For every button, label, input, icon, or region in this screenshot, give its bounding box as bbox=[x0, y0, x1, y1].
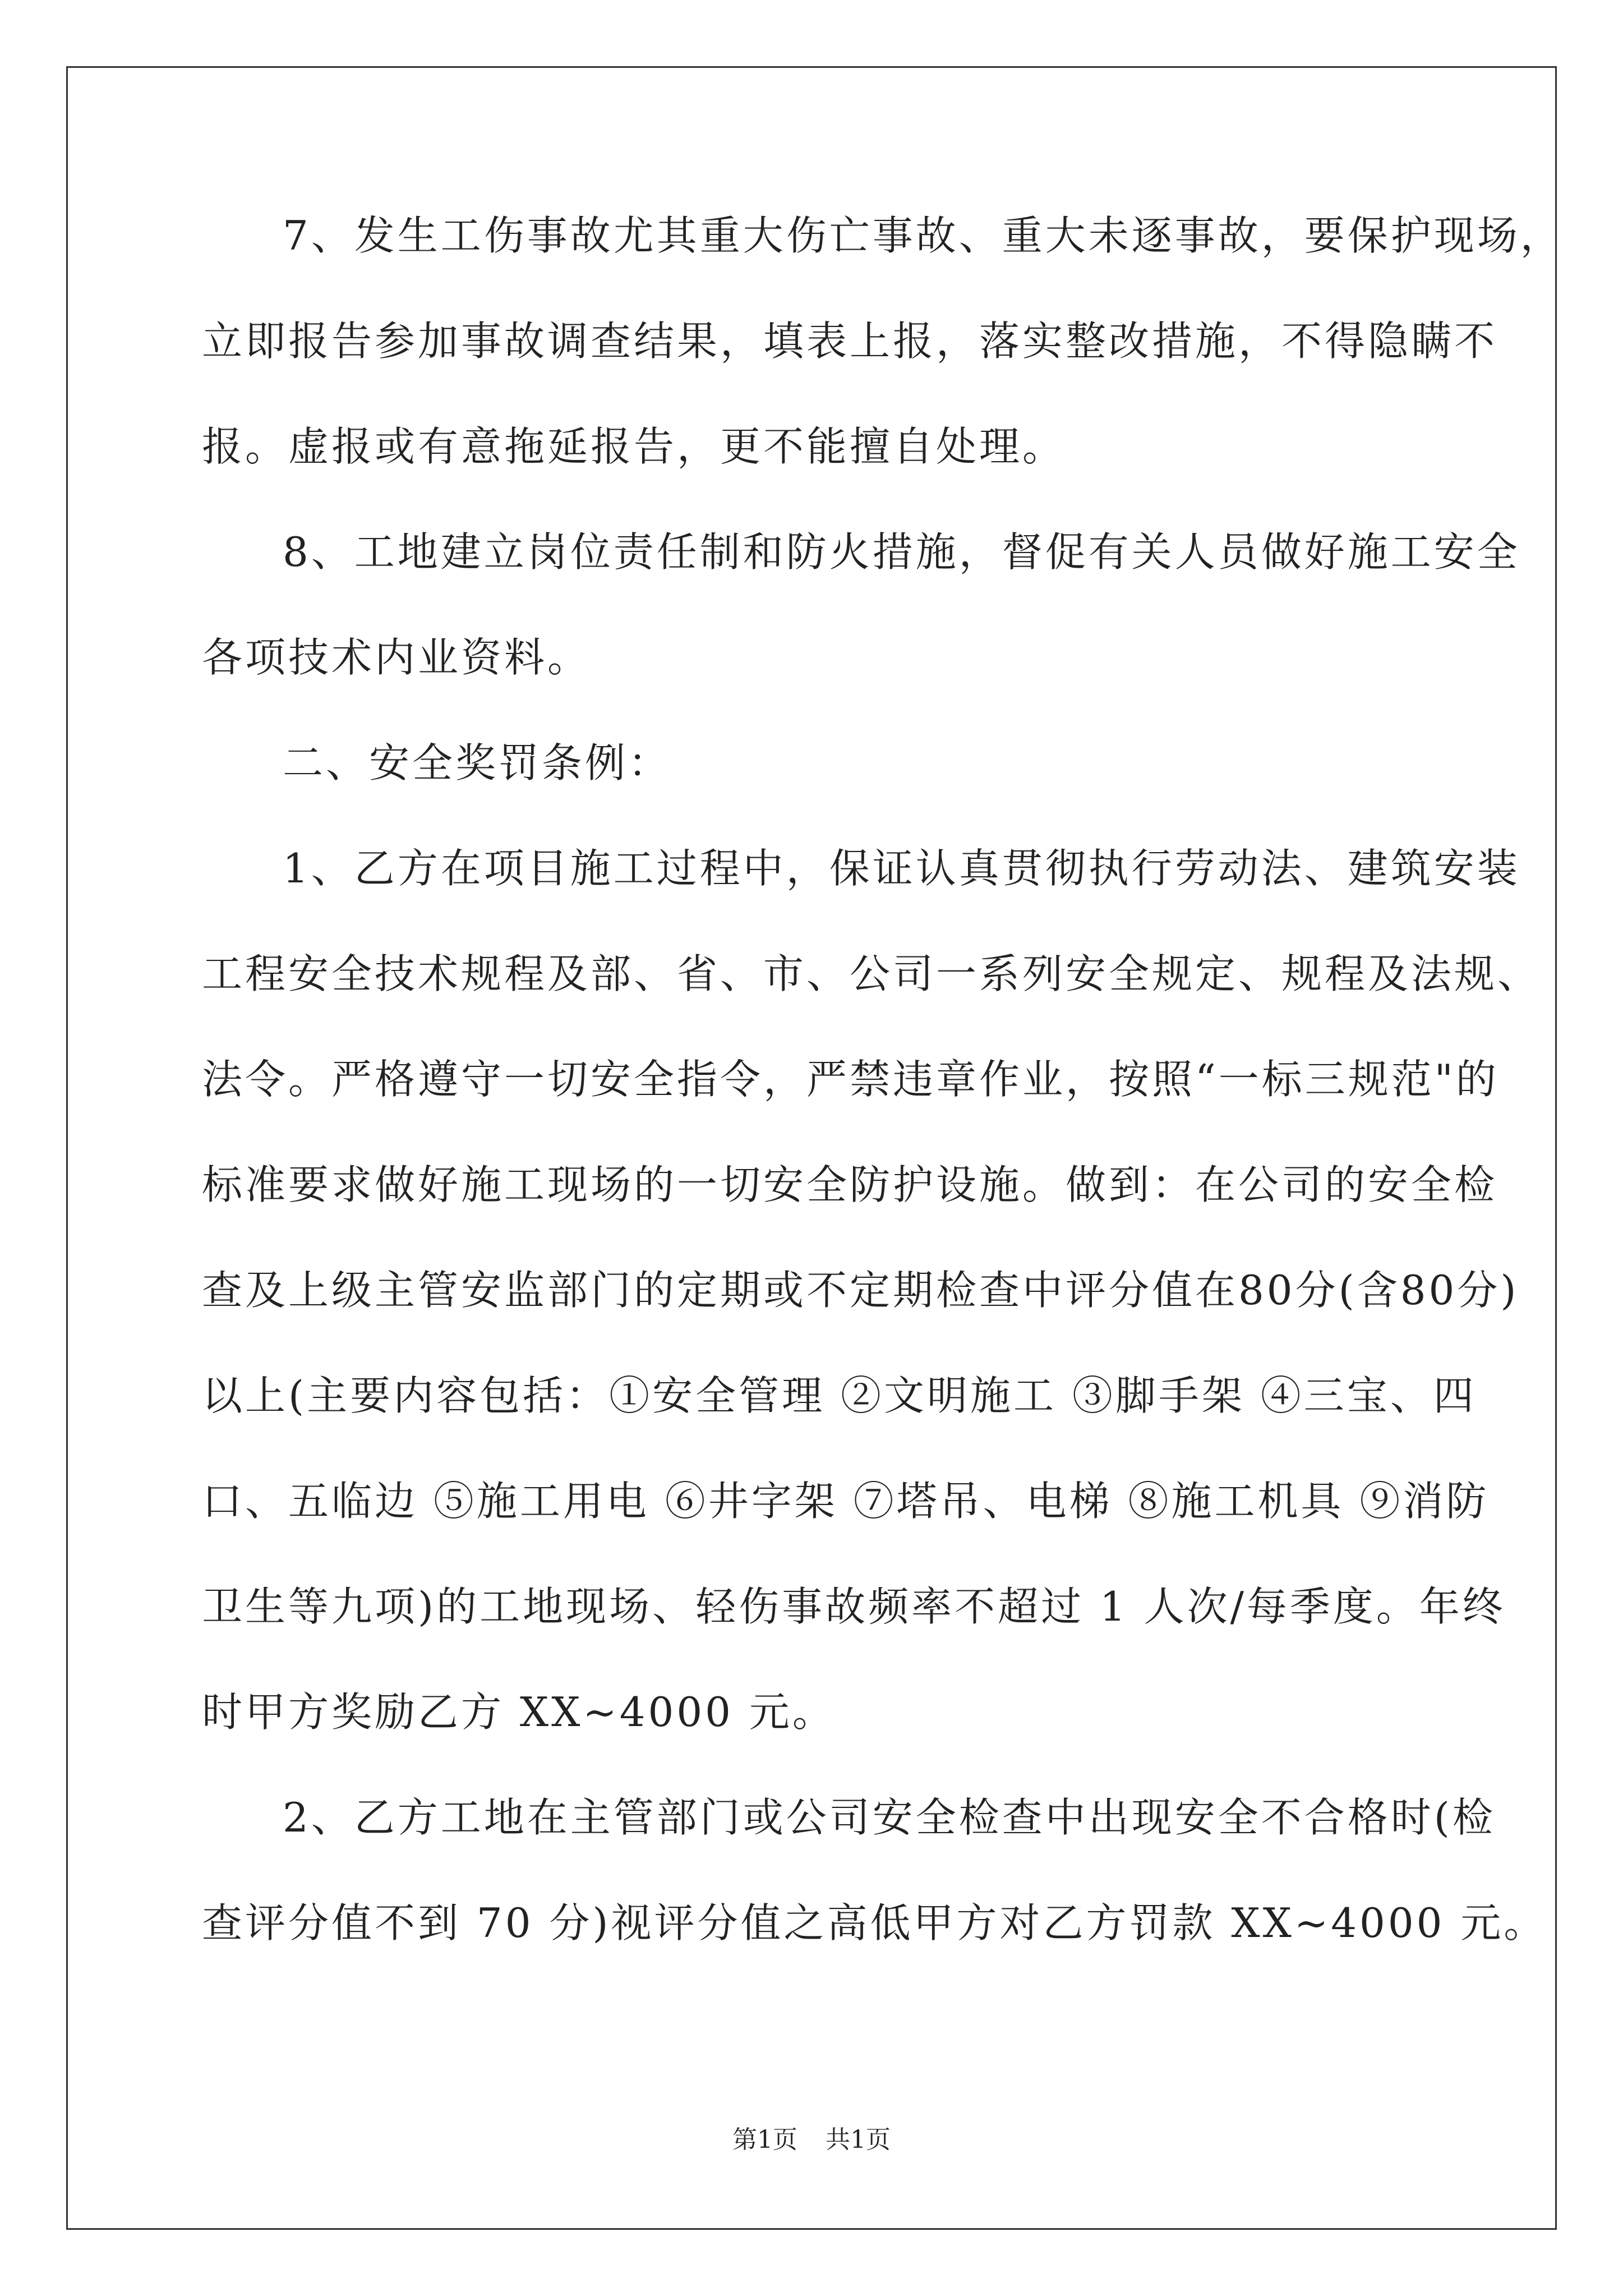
text-line: 各项技术内业资料。 bbox=[202, 634, 591, 681]
section-heading: 二、安全奖罚条例： bbox=[283, 739, 672, 786]
text-line: 卫生等九项)的工地现场、轻伤事故频率不超过 1 人次/每季度。年终 bbox=[202, 1583, 1506, 1630]
text-line: 7、发生工伤事故尤其重大伤亡事故、重大未逐事故，要保护现场， bbox=[283, 212, 1564, 259]
text-line: 标准要求做好施工现场的一切安全防护设施。做到：在公司的安全检 bbox=[202, 1161, 1498, 1208]
text-line: 以上(主要内容包括：①安全管理 ②文明施工 ③脚手架 ④三宝、四 bbox=[202, 1372, 1477, 1419]
text-line: 查评分值不到 70 分)视评分值之高低甲方对乙方罚款 XX~4000 元。 bbox=[202, 1899, 1547, 1947]
text-line: 口、五临边 ⑤施工用电 ⑥井字架 ⑦塔吊、电梯 ⑧施工机具 ⑨消防 bbox=[202, 1478, 1490, 1525]
text-line: 时甲方奖励乙方 XX~4000 元。 bbox=[202, 1688, 836, 1736]
text-line: 报。虚报或有意拖延报告，更不能擅自处理。 bbox=[202, 423, 1066, 470]
document-body bbox=[202, 208, 1564, 2000]
text-line: 8、工地建立岗位责任制和防火措施，督促有关人员做好施工安全 bbox=[283, 528, 1520, 576]
text-line: 立即报告参加事故调查结果，填表上报，落实整改措施，不得隐瞒不 bbox=[202, 318, 1498, 365]
page-footer bbox=[0, 2123, 1623, 2157]
text-line: 2、乙方工地在主管部门或公司安全检查中出现安全不合格时(检 bbox=[283, 1794, 1496, 1841]
text-line: 工程安全技术规程及部、省、市、公司一系列安全规定、规程及法规、 bbox=[202, 950, 1541, 997]
text-line: 查及上级主管安监部门的定期或不定期检查中评分值在80分(含80分) bbox=[202, 1267, 1519, 1314]
text-line: 法令。严格遵守一切安全指令，严禁违章作业，按照“一标三规范"的 bbox=[202, 1056, 1499, 1103]
page-number: 第1页 bbox=[732, 2125, 797, 2154]
page-total: 共1页 bbox=[826, 2125, 891, 2154]
text-line: 1、乙方在项目施工过程中，保证认真贯彻执行劳动法、建筑安装 bbox=[283, 845, 1520, 892]
